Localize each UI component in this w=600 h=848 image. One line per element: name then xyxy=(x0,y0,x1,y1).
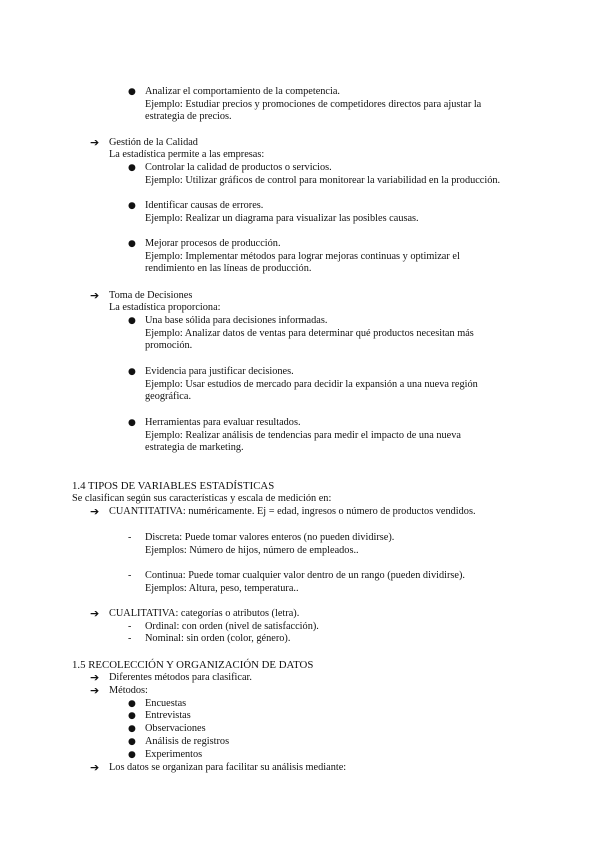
list-item: Análisis de registros xyxy=(145,736,230,747)
list-item: Ordinal: con orden (nivel de satisfacción). xyxy=(145,621,319,632)
bullet-text: Una base sólida para decisiones informadas. xyxy=(145,315,328,326)
example-text: estrategia de marketing. xyxy=(145,442,244,453)
section-title: Gestión de la Calidad xyxy=(109,137,198,148)
bullet-text: Analizar el comportamiento de la competencia. xyxy=(145,86,340,97)
list-item: CUALITATIVA: categorías o atributos (letra). xyxy=(109,608,300,619)
bullet-text: Herramientas para evaluar resultados. xyxy=(145,417,301,428)
arrow-icon: ➔ xyxy=(90,505,100,518)
dash-icon: - xyxy=(128,532,132,543)
arrow-icon: ➔ xyxy=(90,761,100,774)
bullet-text: Mejorar procesos de producción. xyxy=(145,238,281,249)
list-item: Diferentes métodos para clasificar. xyxy=(109,672,252,683)
example-text: geográfica. xyxy=(145,391,192,402)
list-item: Los datos se organizan para facilitar su análisis mediante: xyxy=(109,762,347,773)
arrow-icon: ➔ xyxy=(90,607,100,620)
bullet-icon: ● xyxy=(128,418,136,428)
arrow-icon: ➔ xyxy=(90,671,100,684)
example-text: rendimiento en las líneas de producción. xyxy=(145,263,312,274)
section-intro: La estadística permite a las empresas: xyxy=(109,149,265,160)
list-item: Encuestas xyxy=(145,698,187,709)
bullet-icon: ● xyxy=(128,737,136,747)
bullet-icon: ● xyxy=(128,750,136,760)
example-text: Ejemplo: Utilizar gráficos de control para monitorear la variabilidad en la producción. xyxy=(145,175,501,186)
bullet-text: Controlar la calidad de productos o servicios. xyxy=(145,162,332,173)
bullet-icon: ● xyxy=(128,699,136,709)
list-item: Nominal: sin orden (color, género). xyxy=(145,633,291,644)
dash-icon: - xyxy=(128,570,132,581)
example-text: Ejemplo: Analizar datos de ventas para determinar qué productos necesitan más xyxy=(145,328,474,339)
section-heading: 1.4 TIPOS DE VARIABLES ESTADÍSTICAS xyxy=(72,480,275,492)
bullet-text: Identificar causas de errores. xyxy=(145,200,264,211)
example-text: estrategia de precios. xyxy=(145,111,232,122)
section-intro: Se clasifican según sus características y escala de medición en: xyxy=(72,493,332,504)
bullet-icon: ● xyxy=(128,201,136,211)
example-text: promoción. xyxy=(145,340,193,351)
list-item: Continua: Puede tomar cualquier valor dentro de un rango (pueden dividirse). xyxy=(145,570,465,581)
list-item: Entrevistas xyxy=(145,710,191,721)
dash-icon: - xyxy=(128,633,132,644)
bullet-icon: ● xyxy=(128,316,136,326)
bullet-icon: ● xyxy=(128,367,136,377)
list-item: CUANTITATIVA: numéricamente. Ej = edad, ingresos o número de productos vendidos. xyxy=(109,506,476,517)
list-item: Discreta: Puede tomar valores enteros (no pueden dividirse). xyxy=(145,532,395,543)
section-title: Toma de Decisiones xyxy=(109,290,193,301)
bullet-icon: ● xyxy=(128,239,136,249)
bullet-icon: ● xyxy=(128,724,136,734)
example-text: Ejemplo: Realizar análisis de tendencias para medir el impacto de una nueva xyxy=(145,430,461,441)
example-text: Ejemplo: Realizar un diagrama para visualizar las posibles causas. xyxy=(145,213,419,224)
example-text: Ejemplos: Altura, peso, temperatura.. xyxy=(145,583,299,594)
arrow-icon: ➔ xyxy=(90,684,100,697)
bullet-icon: ● xyxy=(128,711,136,721)
list-item: Experimentos xyxy=(145,749,203,760)
dash-icon: - xyxy=(128,621,132,632)
list-item: Métodos: xyxy=(109,685,148,696)
arrow-icon: ➔ xyxy=(90,136,100,149)
bullet-icon: ● xyxy=(128,87,136,97)
bullet-text: Evidencia para justificar decisiones. xyxy=(145,366,294,377)
example-text: Ejemplo: Implementar métodos para lograr mejoras continuas y optimizar el xyxy=(145,251,460,262)
example-text: Ejemplos: Número de hijos, número de empleados.. xyxy=(145,545,359,556)
example-text: Ejemplo: Estudiar precios y promociones de competidores directos para ajustar la xyxy=(145,99,482,110)
bullet-icon: ● xyxy=(128,163,136,173)
section-intro: La estadística proporciona: xyxy=(109,302,221,313)
arrow-icon: ➔ xyxy=(90,289,100,302)
example-text: Ejemplo: Usar estudios de mercado para decidir la expansión a una nueva región xyxy=(145,379,478,390)
section-heading: 1.5 RECOLECCIÓN Y ORGANIZACIÓN DE DATOS xyxy=(72,659,314,671)
list-item: Observaciones xyxy=(145,723,206,734)
